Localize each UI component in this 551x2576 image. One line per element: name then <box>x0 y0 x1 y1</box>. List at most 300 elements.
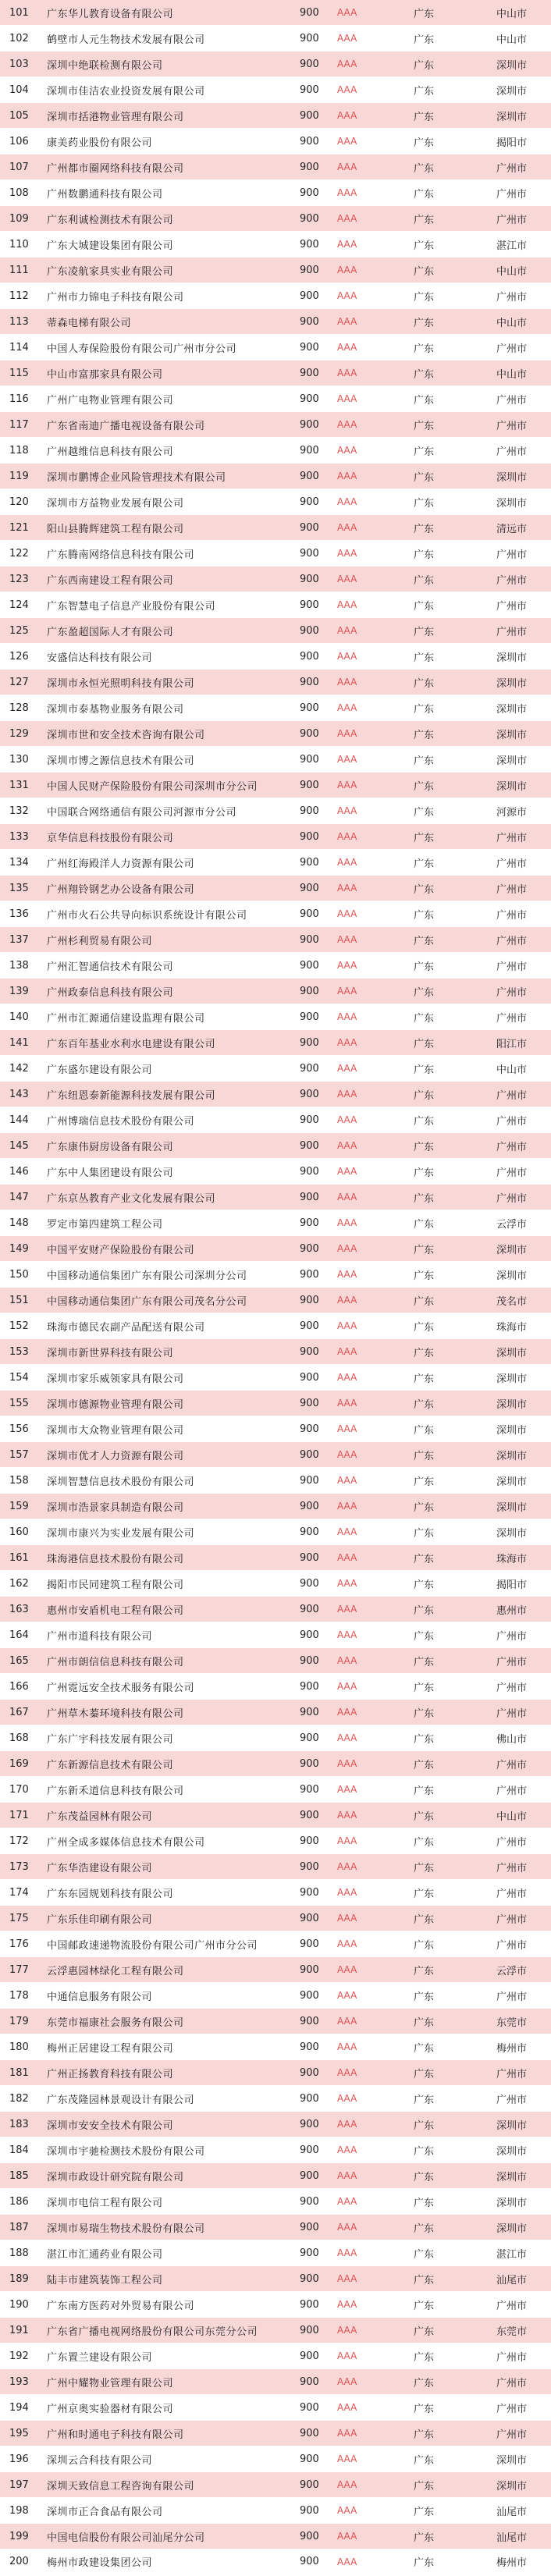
table-row <box>0 1777 551 1803</box>
score-cell: 900 <box>300 1989 319 2002</box>
score-cell: 900 <box>300 1088 319 1100</box>
province-cell: 广东 <box>414 2094 435 2106</box>
company-name-cell: 广州政泰信息科技有限公司 <box>47 986 174 999</box>
province-cell: 广东 <box>414 1321 435 1334</box>
table-row <box>0 798 551 824</box>
company-name-cell: 广州正扬教育科技有限公司 <box>47 2068 174 2080</box>
city-cell: 中山市 <box>496 317 528 329</box>
city-cell: 广州市 <box>496 1141 528 1153</box>
grade-cell: AAA <box>337 2428 357 2439</box>
company-name-cell: 深圳智慧信息技术股份有限公司 <box>47 1476 195 1488</box>
company-name-cell: 广州市朗信信息科技有限公司 <box>47 1656 184 1668</box>
score-cell: 900 <box>300 1114 319 1126</box>
grade-cell: AAA <box>337 1398 357 1409</box>
province-cell: 广东 <box>414 1759 435 1771</box>
score-cell: 900 <box>300 2401 319 2414</box>
grade-cell: AAA <box>337 471 357 481</box>
city-cell: 广州市 <box>496 549 528 561</box>
rank-cell: 199 <box>9 2530 29 2542</box>
rank-cell: 176 <box>9 1938 29 1950</box>
table-row <box>0 2549 551 2574</box>
table-row <box>0 2369 551 2395</box>
score-cell: 900 <box>300 1320 319 1332</box>
grade-cell: AAA <box>337 1089 357 1100</box>
table-row <box>0 52 551 77</box>
score-cell: 900 <box>300 2478 319 2491</box>
table-row <box>0 1391 551 1416</box>
province-cell: 广东 <box>414 1630 435 1643</box>
grade-cell: AAA <box>337 496 357 507</box>
city-cell: 深圳市 <box>496 497 528 510</box>
city-cell: 广州市 <box>496 600 528 613</box>
city-cell: 广州市 <box>496 291 528 304</box>
table-row <box>0 1416 551 1442</box>
rank-cell: 181 <box>9 2066 29 2079</box>
city-cell: 广州市 <box>496 1939 528 1952</box>
grade-cell: AAA <box>337 445 357 456</box>
province-cell: 广东 <box>414 1347 435 1359</box>
rank-cell: 195 <box>9 2427 29 2439</box>
rank-cell: 102 <box>9 32 29 44</box>
table-row <box>0 1957 551 1983</box>
province-cell: 广东 <box>414 1810 435 1823</box>
score-cell: 900 <box>300 1217 319 1229</box>
score-cell: 900 <box>300 161 319 173</box>
score-cell: 900 <box>300 1474 319 1487</box>
rank-cell: 128 <box>9 702 29 714</box>
city-cell: 中山市 <box>496 368 528 381</box>
company-name-cell: 东莞市福康社会服务有限公司 <box>47 2016 184 2029</box>
score-cell: 900 <box>300 2118 319 2130</box>
score-cell: 900 <box>300 2247 319 2259</box>
rank-cell: 189 <box>9 2272 29 2285</box>
rank-cell: 157 <box>9 1448 29 1461</box>
grade-cell: AAA <box>337 883 357 894</box>
province-cell: 广东 <box>414 2119 435 2132</box>
rank-cell: 147 <box>9 1191 29 1203</box>
grade-cell: AAA <box>337 239 357 250</box>
table-row <box>0 2060 551 2086</box>
rank-cell: 165 <box>9 1654 29 1667</box>
rank-cell: 125 <box>9 624 29 637</box>
province-cell: 广东 <box>414 806 435 819</box>
company-name-cell: 中国人寿保险股份有限公司广州市分公司 <box>47 343 237 355</box>
province-cell: 广东 <box>414 729 435 741</box>
rank-cell: 179 <box>9 2015 29 2027</box>
rank-cell: 158 <box>9 1474 29 1487</box>
city-cell: 深圳市 <box>496 1347 528 1359</box>
province-cell: 广东 <box>414 961 435 973</box>
grade-cell: AAA <box>337 2067 357 2078</box>
rank-cell: 163 <box>9 1603 29 1615</box>
score-cell: 900 <box>300 779 319 791</box>
table-row <box>0 2240 551 2266</box>
score-cell: 900 <box>300 109 319 122</box>
city-cell: 广州市 <box>496 1785 528 1797</box>
company-name-cell: 深圳市方益物业发展有限公司 <box>47 497 184 510</box>
company-name-cell: 陆丰市建筑装饰工程公司 <box>47 2274 163 2286</box>
table-row <box>0 2292 551 2318</box>
grade-cell: AAA <box>337 265 357 275</box>
table-row <box>0 824 551 850</box>
grade-cell: AAA <box>337 1114 357 1125</box>
rank-cell: 133 <box>9 830 29 843</box>
score-cell: 900 <box>300 2375 319 2388</box>
table-row <box>0 232 551 258</box>
city-cell: 深圳市 <box>496 1373 528 1385</box>
rank-cell: 114 <box>9 341 29 354</box>
grade-cell: AAA <box>337 780 357 791</box>
table-row <box>0 979 551 1004</box>
table-row <box>0 361 551 386</box>
rank-cell: 152 <box>9 1320 29 1332</box>
province-cell: 广东 <box>414 162 435 175</box>
score-cell: 900 <box>300 367 319 379</box>
rank-cell: 101 <box>9 6 29 19</box>
grade-cell: AAA <box>337 1011 357 1022</box>
grade-cell: AAA <box>337 7 357 18</box>
grade-cell: AAA <box>337 1320 357 1331</box>
province-cell: 广东 <box>414 1604 435 1617</box>
city-cell: 广州市 <box>496 909 528 922</box>
rank-cell: 149 <box>9 1242 29 1255</box>
province-cell: 广东 <box>414 343 435 355</box>
table-row <box>0 670 551 695</box>
grade-cell: AAA <box>337 522 357 533</box>
city-cell: 深圳市 <box>496 2171 528 2183</box>
province-cell: 广东 <box>414 2042 435 2055</box>
score-cell: 900 <box>300 624 319 637</box>
grade-cell: AAA <box>337 33 357 44</box>
company-name-cell: 深圳市政设计研究院有限公司 <box>47 2171 184 2183</box>
province-cell: 广东 <box>414 265 435 278</box>
company-name-cell: 深圳市易瑞生物技术股份有限公司 <box>47 2222 205 2235</box>
company-name-cell: 珠海市德民农副产品配送有限公司 <box>47 1321 205 1334</box>
company-name-cell: 罗定市第四建筑工程公司 <box>47 1218 163 1231</box>
score-cell: 900 <box>300 264 319 276</box>
table-row <box>0 644 551 670</box>
table-row <box>0 26 551 52</box>
table-row <box>0 2112 551 2137</box>
score-cell: 900 <box>300 1732 319 1744</box>
score-cell: 900 <box>300 985 319 997</box>
rank-cell: 197 <box>9 2478 29 2491</box>
score-cell: 900 <box>300 238 319 250</box>
company-name-cell: 广东省广播电视网络股份有限公司东莞分公司 <box>47 2326 258 2338</box>
company-name-cell: 广州杉利贸易有限公司 <box>47 935 153 947</box>
province-cell: 广东 <box>414 1965 435 1977</box>
table-row <box>0 1468 551 1494</box>
grade-cell: AAA <box>337 2041 357 2052</box>
city-cell: 梅州市 <box>496 2557 528 2569</box>
company-name-cell: 广东盛尔建设有限公司 <box>47 1064 153 1076</box>
table-row <box>0 541 551 567</box>
score-cell: 900 <box>300 418 319 431</box>
score-cell: 900 <box>300 2272 319 2285</box>
rank-cell: 117 <box>9 418 29 431</box>
table-row <box>0 2395 551 2421</box>
table-row <box>0 1880 551 1906</box>
city-cell: 汕尾市 <box>496 2532 528 2544</box>
city-cell: 揭阳市 <box>496 137 528 149</box>
table-row <box>0 773 551 798</box>
company-name-cell: 广州汇智通信技术有限公司 <box>47 961 174 973</box>
table-row <box>0 1700 551 1725</box>
rank-cell: 130 <box>9 753 29 766</box>
table-row <box>0 1983 551 2009</box>
table-row <box>0 1185 551 1210</box>
grade-cell: AAA <box>337 2299 357 2310</box>
company-name-cell: 广州博瑞信息技术股份有限公司 <box>47 1115 195 1128</box>
table-row <box>0 1107 551 1133</box>
score-cell: 900 <box>300 547 319 560</box>
rank-cell: 169 <box>9 1757 29 1770</box>
rank-cell: 122 <box>9 547 29 560</box>
city-cell: 深圳市 <box>496 677 528 690</box>
province-cell: 广东 <box>414 2480 435 2493</box>
table-row <box>0 515 551 541</box>
province-cell: 广东 <box>414 471 435 484</box>
province-cell: 广东 <box>414 1012 435 1025</box>
province-cell: 广东 <box>414 2068 435 2080</box>
province-cell: 广东 <box>414 2145 435 2158</box>
company-name-cell: 深圳市正合食品有限公司 <box>47 2506 163 2518</box>
grade-cell: AAA <box>337 213 357 224</box>
table-row <box>0 2446 551 2472</box>
score-cell: 900 <box>300 1835 319 1847</box>
city-cell: 广州市 <box>496 214 528 226</box>
province-cell: 广东 <box>414 1939 435 1952</box>
table-row <box>0 1906 551 1931</box>
rank-cell: 140 <box>9 1011 29 1023</box>
company-name-cell: 京华信息科技股份有限公司 <box>47 832 174 844</box>
company-name-cell: 深圳云合科技有限公司 <box>47 2454 153 2467</box>
province-cell: 广东 <box>414 986 435 999</box>
table-row <box>0 129 551 155</box>
rank-cell: 112 <box>9 290 29 302</box>
company-name-cell: 湛江市汇通药业有限公司 <box>47 2248 163 2261</box>
grade-cell: AAA <box>337 1063 357 1074</box>
score-cell: 900 <box>300 2324 319 2336</box>
grade-cell: AAA <box>337 1295 357 1306</box>
province-cell: 广东 <box>414 1450 435 1462</box>
city-cell: 广州市 <box>496 343 528 355</box>
province-cell: 广东 <box>414 2429 435 2441</box>
score-cell: 900 <box>300 1139 319 1152</box>
province-cell: 广东 <box>414 497 435 510</box>
table-row <box>0 695 551 721</box>
score-cell: 900 <box>300 290 319 302</box>
province-cell: 广东 <box>414 2274 435 2286</box>
rank-cell: 167 <box>9 1706 29 1718</box>
company-name-cell: 广州霓远安全技术服务有限公司 <box>47 1682 195 1694</box>
city-cell: 广州市 <box>496 188 528 201</box>
grade-cell: AAA <box>337 1784 357 1795</box>
city-cell: 广州市 <box>496 935 528 947</box>
grade-cell: AAA <box>337 1501 357 1512</box>
score-cell: 900 <box>300 2504 319 2517</box>
grade-cell: AAA <box>337 342 357 353</box>
grade-cell: AAA <box>337 2531 357 2542</box>
city-cell: 广州市 <box>496 2351 528 2364</box>
company-name-cell: 珠海港信息技术股份有限公司 <box>47 1553 184 1565</box>
city-cell: 广州市 <box>496 832 528 844</box>
grade-cell: AAA <box>337 2402 357 2413</box>
province-cell: 广东 <box>414 85 435 98</box>
rank-cell: 121 <box>9 521 29 534</box>
grade-cell: AAA <box>337 393 357 404</box>
score-cell: 900 <box>300 1654 319 1667</box>
table-row <box>0 2498 551 2524</box>
city-cell: 广州市 <box>496 394 528 407</box>
company-name-cell: 深圳市鹏博企业风险管理技术有限公司 <box>47 471 226 484</box>
city-cell: 广州市 <box>496 1888 528 1900</box>
province-cell: 广东 <box>414 626 435 638</box>
rank-cell: 136 <box>9 908 29 920</box>
province-cell: 广东 <box>414 1089 435 1102</box>
city-cell: 深圳市 <box>496 59 528 72</box>
table-row <box>0 2137 551 2163</box>
score-cell: 900 <box>300 1706 319 1718</box>
table-row <box>0 155 551 180</box>
grade-cell: AAA <box>337 908 357 919</box>
grade-cell: AAA <box>337 1475 357 1486</box>
grade-cell: AAA <box>337 1938 357 1949</box>
company-name-cell: 深圳市泰基物业服务有限公司 <box>47 703 184 716</box>
grade-cell: AAA <box>337 1346 357 1357</box>
city-cell: 广州市 <box>496 1167 528 1179</box>
rank-cell: 177 <box>9 1963 29 1976</box>
rank-cell: 187 <box>9 2221 29 2233</box>
table-row <box>0 489 551 515</box>
province-cell: 广东 <box>414 317 435 329</box>
grade-cell: AAA <box>337 1964 357 1975</box>
company-name-cell: 梅州正居建设工程有限公司 <box>47 2042 174 2055</box>
city-cell: 清远市 <box>496 523 528 535</box>
province-cell: 广东 <box>414 2557 435 2569</box>
province-cell: 广东 <box>414 59 435 72</box>
score-cell: 900 <box>300 676 319 688</box>
province-cell: 广东 <box>414 188 435 201</box>
grade-cell: AAA <box>337 574 357 584</box>
score-cell: 900 <box>300 1294 319 1306</box>
province-cell: 广东 <box>414 1373 435 1385</box>
province-cell: 广东 <box>414 2377 435 2389</box>
rank-cell: 191 <box>9 2324 29 2336</box>
city-cell: 广州市 <box>496 1656 528 1668</box>
grade-cell: AAA <box>337 162 357 172</box>
company-name-cell: 广州翔铃钢艺办公设备有限公司 <box>47 883 195 896</box>
score-cell: 900 <box>300 1603 319 1615</box>
score-cell: 900 <box>300 315 319 328</box>
company-name-cell: 广东智慧电子信息产业股份有限公司 <box>47 600 216 613</box>
city-cell: 广州市 <box>496 446 528 458</box>
city-cell: 中山市 <box>496 1064 528 1076</box>
province-cell: 广东 <box>414 1836 435 1849</box>
score-cell: 900 <box>300 1371 319 1384</box>
province-cell: 广东 <box>414 2222 435 2235</box>
table-row <box>0 927 551 953</box>
company-name-cell: 广州都市圈网络科技有限公司 <box>47 162 184 175</box>
city-cell: 广州市 <box>496 1192 528 1205</box>
company-name-cell: 中通信息服务有限公司 <box>47 1991 153 2003</box>
table-row <box>0 1082 551 1107</box>
city-cell: 深圳市 <box>496 2145 528 2158</box>
score-cell: 900 <box>300 2556 319 2567</box>
rank-cell: 192 <box>9 2350 29 2362</box>
province-cell: 广东 <box>414 677 435 690</box>
city-cell: 广州市 <box>496 1682 528 1694</box>
score-cell: 900 <box>300 1062 319 1075</box>
rank-cell: 155 <box>9 1397 29 1409</box>
company-name-cell: 广州京奥实验器材有限公司 <box>47 2403 174 2415</box>
score-cell: 900 <box>300 1397 319 1409</box>
rank-cell: 126 <box>9 650 29 663</box>
rank-cell: 120 <box>9 496 29 508</box>
score-cell: 900 <box>300 2169 319 2182</box>
city-cell: 广州市 <box>496 1862 528 1874</box>
score-cell: 900 <box>300 753 319 766</box>
city-cell: 广州市 <box>496 1707 528 1720</box>
score-cell: 900 <box>300 2092 319 2105</box>
table-row <box>0 2343 551 2369</box>
score-cell: 900 <box>300 2453 319 2465</box>
province-cell: 广东 <box>414 291 435 304</box>
rank-cell: 105 <box>9 109 29 122</box>
city-cell: 东莞市 <box>496 2326 528 2338</box>
table-row <box>0 2034 551 2060</box>
rank-cell: 134 <box>9 856 29 869</box>
score-cell: 900 <box>300 341 319 354</box>
table-row <box>0 850 551 876</box>
score-cell: 900 <box>300 573 319 585</box>
grade-cell: AAA <box>337 1835 357 1846</box>
city-cell: 云浮市 <box>496 1965 528 1977</box>
score-cell: 900 <box>300 1886 319 1899</box>
company-name-cell: 广州广电物业管理有限公司 <box>47 394 174 407</box>
score-cell: 900 <box>300 1036 319 1049</box>
table-row <box>0 335 551 361</box>
grade-cell: AAA <box>337 651 357 662</box>
province-cell: 广东 <box>414 2506 435 2518</box>
company-name-cell: 广东盈超国际人才有限公司 <box>47 626 174 638</box>
company-name-cell: 广东利诚检测技术有限公司 <box>47 214 174 226</box>
province-cell: 广东 <box>414 1579 435 1591</box>
grade-cell: AAA <box>337 2144 357 2155</box>
city-cell: 深圳市 <box>496 85 528 98</box>
city-cell: 深圳市 <box>496 471 528 484</box>
city-cell: 深圳市 <box>496 780 528 793</box>
table-row <box>0 1288 551 1313</box>
table-row <box>0 1442 551 1468</box>
score-cell: 900 <box>300 1629 319 1641</box>
rank-cell: 166 <box>9 1680 29 1693</box>
province-cell: 广东 <box>414 1295 435 1308</box>
company-name-cell: 广东纽恩泰新能源科技发展有限公司 <box>47 1089 216 1102</box>
company-name-cell: 深圳市安安全技术有限公司 <box>47 2119 174 2132</box>
score-cell: 900 <box>300 702 319 714</box>
rank-cell: 188 <box>9 2247 29 2259</box>
province-cell: 广东 <box>414 1064 435 1076</box>
table-row <box>0 1674 551 1700</box>
company-name-cell: 云浮惠园林绿化工程有限公司 <box>47 1965 184 1977</box>
company-name-cell: 深圳市家乐威领家具有限公司 <box>47 1373 184 1385</box>
grade-cell: AAA <box>337 1140 357 1151</box>
rank-cell: 131 <box>9 779 29 791</box>
table-row <box>0 1313 551 1339</box>
province-cell: 广东 <box>414 2248 435 2261</box>
company-name-cell: 中国移动通信集团广东有限公司深圳分公司 <box>47 1270 247 1282</box>
